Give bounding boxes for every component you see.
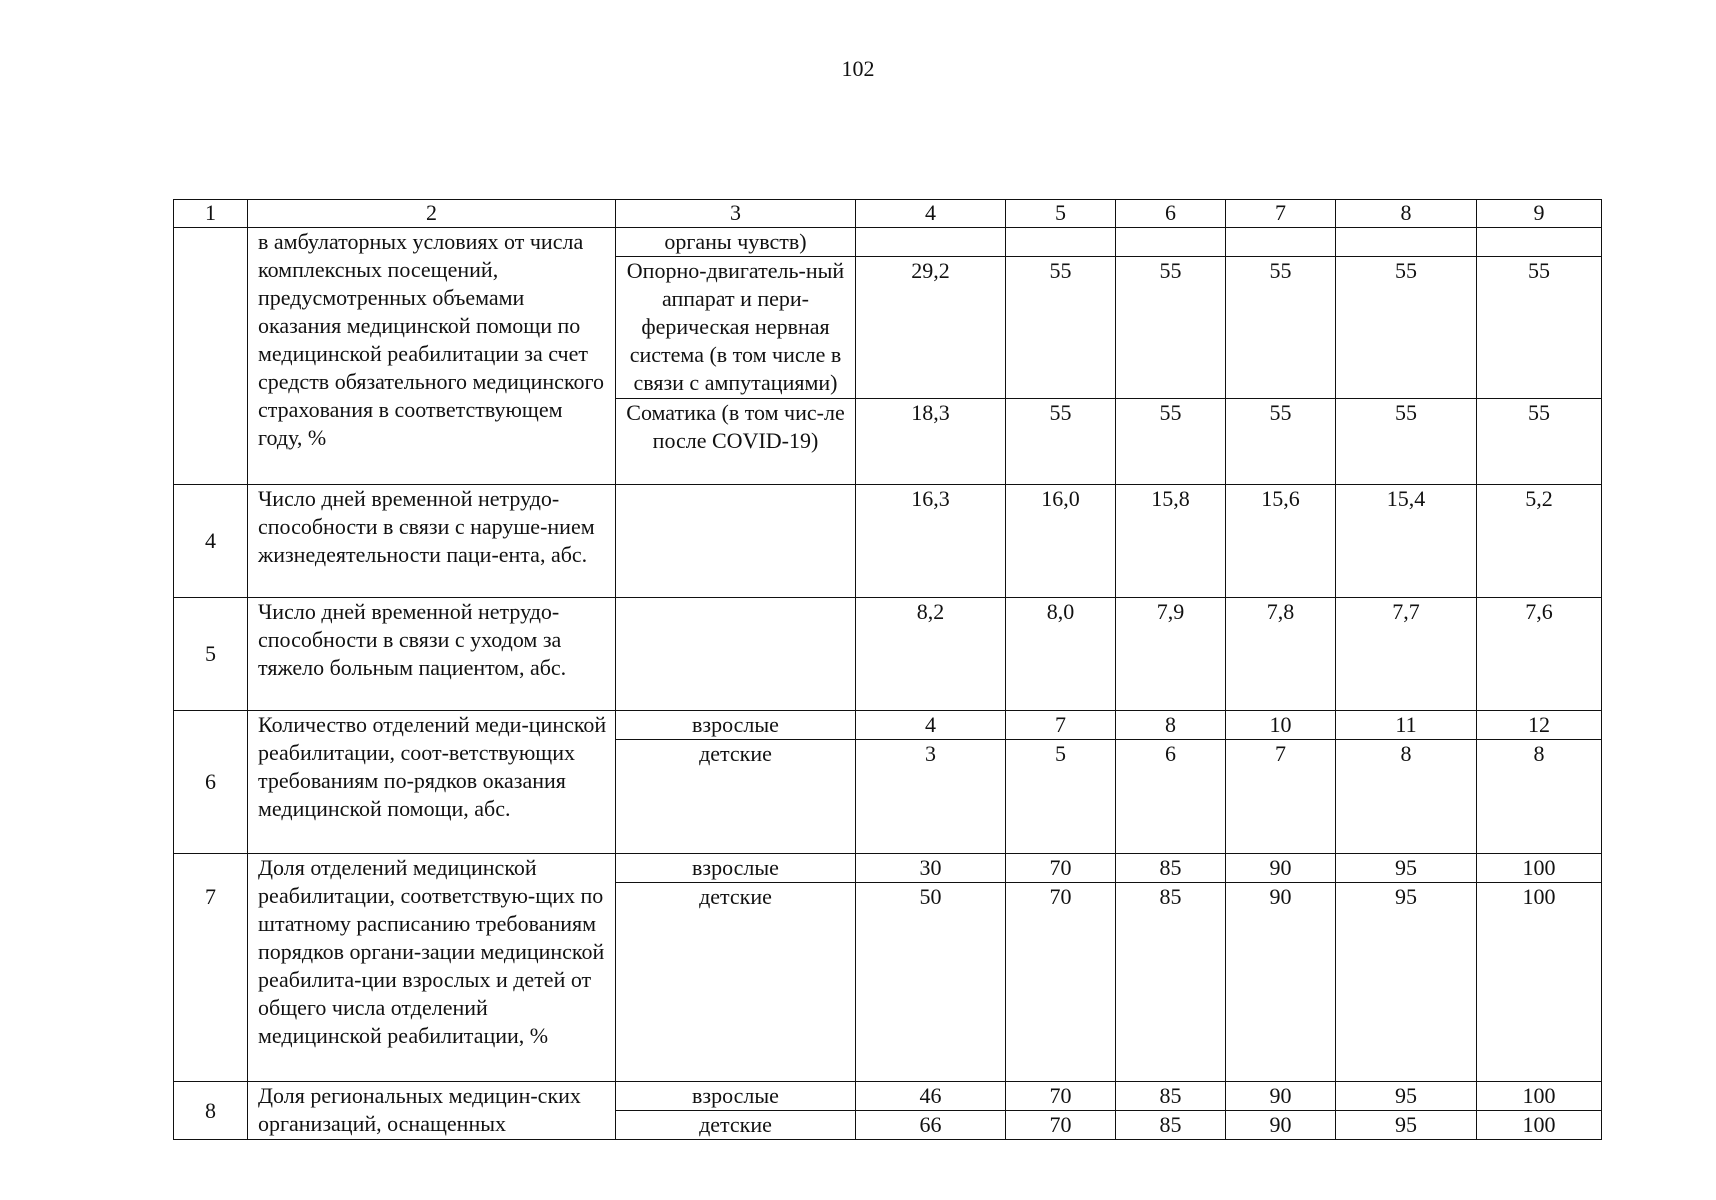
table-row	[174, 711, 1602, 740]
value-cell: 70	[1006, 1111, 1116, 1140]
value-cell: 55	[1226, 257, 1336, 399]
indicator-name-cell: Количество отделений меди-цинской реабилитации, соот-ветствующих требованиям по-рядков оказания медицинской помощи, абс.	[248, 711, 616, 854]
value-cell: 6	[1116, 740, 1226, 854]
value-cell: 70	[1006, 883, 1116, 1082]
row-number-cell: 6	[174, 711, 248, 854]
value-cell: 90	[1226, 883, 1336, 1082]
category-cell	[616, 485, 856, 598]
table-row	[174, 228, 1602, 257]
row-number-cell: 7	[174, 854, 248, 1082]
value-cell: 4	[856, 711, 1006, 740]
row-number-cell	[174, 228, 248, 485]
value-cell: 90	[1226, 854, 1336, 883]
value-cell: 55	[1226, 399, 1336, 485]
value-cell: 55	[1336, 257, 1477, 399]
value-cell: 30	[856, 854, 1006, 883]
value-cell	[1226, 228, 1336, 257]
value-cell: 95	[1336, 883, 1477, 1082]
value-cell: 8,0	[1006, 598, 1116, 711]
value-cell: 7	[1226, 740, 1336, 854]
table-row	[174, 598, 1602, 711]
value-cell: 15,4	[1336, 485, 1477, 598]
value-cell: 3	[856, 740, 1006, 854]
value-cell: 8,2	[856, 598, 1006, 711]
header-cell: 9	[1477, 200, 1602, 228]
category-cell: Опорно-двигатель-ный аппарат и пери-ферическая нервная система (в том числе в связи с ампутациями)	[616, 257, 856, 399]
category-cell: Соматика (в том чис-ле после COVID-19)	[616, 399, 856, 485]
category-cell: взрослые	[616, 711, 856, 740]
value-cell: 55	[1116, 399, 1226, 485]
value-cell	[1336, 228, 1477, 257]
page-number: 102	[841, 56, 875, 81]
value-cell: 15,8	[1116, 485, 1226, 598]
value-cell: 10	[1226, 711, 1336, 740]
category-cell: детские	[616, 740, 856, 854]
header-cell: 4	[856, 200, 1006, 228]
value-cell: 90	[1226, 1082, 1336, 1111]
value-cell: 7,8	[1226, 598, 1336, 711]
value-cell: 90	[1226, 1111, 1336, 1140]
value-cell: 95	[1336, 1082, 1477, 1111]
value-cell	[1006, 228, 1116, 257]
value-cell: 100	[1477, 1082, 1602, 1111]
row-number-cell: 8	[174, 1082, 248, 1140]
value-cell: 12	[1477, 711, 1602, 740]
value-cell: 70	[1006, 1082, 1116, 1111]
value-cell: 55	[1006, 399, 1116, 485]
table-row	[174, 854, 1602, 883]
category-cell: органы чувств)	[616, 228, 856, 257]
value-cell	[1477, 228, 1602, 257]
value-cell: 55	[1006, 257, 1116, 399]
value-cell: 8	[1116, 711, 1226, 740]
value-cell	[1116, 228, 1226, 257]
category-cell: детские	[616, 883, 856, 1082]
value-cell: 5	[1006, 740, 1116, 854]
header-cell: 7	[1226, 200, 1336, 228]
value-cell: 50	[856, 883, 1006, 1082]
table-row	[174, 1082, 1602, 1111]
table-header-row	[174, 200, 1602, 228]
indicator-name-cell: Доля отделений медицинской реабилитации, соответствую-щих по штатному расписанию требованиям порядков органи-зации медицинской реабилита-ции взрослых и детей от общего числа отделений медицинской реабилитации, %	[248, 854, 616, 1082]
value-cell: 55	[1116, 257, 1226, 399]
value-cell: 15,6	[1226, 485, 1336, 598]
value-cell: 55	[1477, 257, 1602, 399]
table-row	[174, 485, 1602, 598]
row-number-cell: 4	[174, 485, 248, 598]
value-cell: 46	[856, 1082, 1006, 1111]
value-cell: 8	[1336, 740, 1477, 854]
value-cell: 85	[1116, 1111, 1226, 1140]
category-cell: взрослые	[616, 1082, 856, 1111]
value-cell: 70	[1006, 854, 1116, 883]
header-cell: 1	[174, 200, 248, 228]
value-cell: 7,7	[1336, 598, 1477, 711]
value-cell: 95	[1336, 1111, 1477, 1140]
indicator-name-cell: Доля региональных медицин-ских организаций, оснащенных	[248, 1082, 616, 1140]
indicator-name-cell: Число дней временной нетрудо-способности в связи с наруше-нием жизнедеятельности паци-ента, абс.	[248, 485, 616, 598]
value-cell: 85	[1116, 1082, 1226, 1111]
value-cell: 85	[1116, 854, 1226, 883]
value-cell: 16,0	[1006, 485, 1116, 598]
value-cell: 55	[1336, 399, 1477, 485]
category-cell	[616, 598, 856, 711]
value-cell: 5,2	[1477, 485, 1602, 598]
value-cell: 100	[1477, 1111, 1602, 1140]
category-cell: взрослые	[616, 854, 856, 883]
value-cell: 11	[1336, 711, 1477, 740]
value-cell: 55	[1477, 399, 1602, 485]
value-cell	[856, 228, 1006, 257]
row-number-cell: 5	[174, 598, 248, 711]
value-cell: 7,9	[1116, 598, 1226, 711]
header-cell: 2	[248, 200, 616, 228]
value-cell: 16,3	[856, 485, 1006, 598]
indicator-name-cell: в амбулаторных условиях от числа комплексных посещений, предусмотренных объемами оказания медицинской помощи по медицинской реабилитации за счет средств обязательного медицинского страхования в соответствующем году, %	[248, 228, 616, 485]
value-cell: 100	[1477, 854, 1602, 883]
value-cell: 85	[1116, 883, 1226, 1082]
header-cell: 5	[1006, 200, 1116, 228]
indicator-table	[173, 199, 1602, 1140]
category-cell: детские	[616, 1111, 856, 1140]
indicator-name-cell: Число дней временной нетрудо-способности в связи с уходом за тяжело больным пациентом, абс.	[248, 598, 616, 711]
header-cell: 6	[1116, 200, 1226, 228]
value-cell: 18,3	[856, 399, 1006, 485]
value-cell: 100	[1477, 883, 1602, 1082]
header-cell: 3	[616, 200, 856, 228]
value-cell: 8	[1477, 740, 1602, 854]
value-cell: 95	[1336, 854, 1477, 883]
header-cell: 8	[1336, 200, 1477, 228]
value-cell: 7	[1006, 711, 1116, 740]
value-cell: 29,2	[856, 257, 1006, 399]
value-cell: 7,6	[1477, 598, 1602, 711]
value-cell: 66	[856, 1111, 1006, 1140]
